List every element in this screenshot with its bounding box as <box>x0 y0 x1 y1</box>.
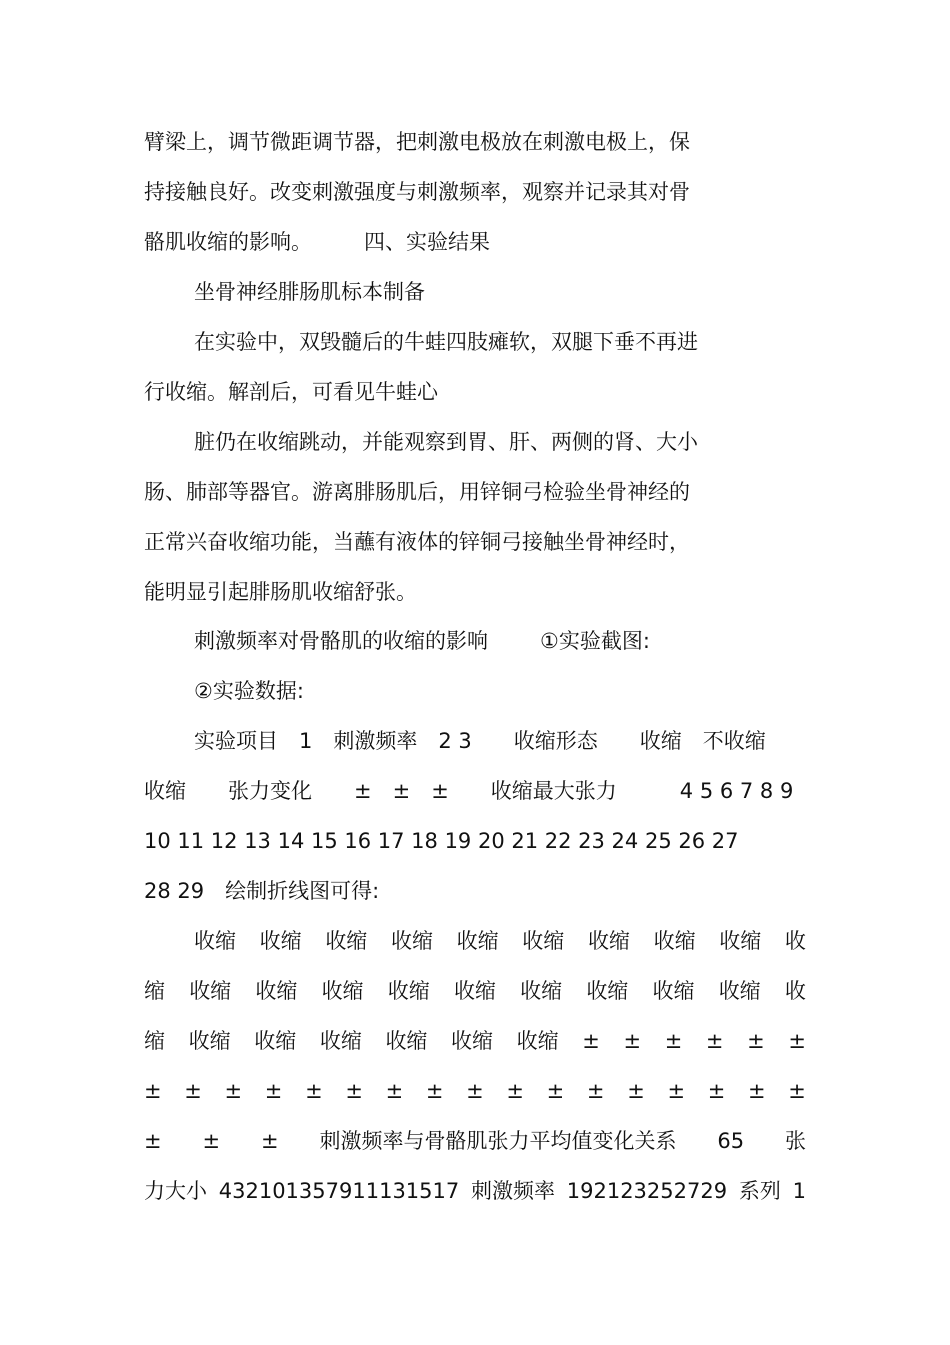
token: 192123252729 <box>566 1179 728 1203</box>
token: 收 <box>784 929 806 953</box>
token: 收缩 <box>453 979 496 1003</box>
token: ± <box>705 1029 724 1053</box>
token: 收缩 <box>259 929 302 953</box>
token: ± <box>144 1129 162 1153</box>
token: 收 <box>784 979 806 1003</box>
token: ± <box>582 1029 600 1053</box>
text-line <box>194 627 650 655</box>
token: 力大小 <box>144 1179 207 1203</box>
token: 收缩 <box>319 1029 362 1053</box>
token-row <box>144 1077 806 1105</box>
token: ± <box>664 1029 683 1053</box>
token-row <box>144 1027 806 1055</box>
token: 收缩 <box>653 929 696 953</box>
token: 张 <box>784 1129 806 1153</box>
text-line: 能明显引起腓肠肌收缩舒张。 <box>144 580 417 604</box>
token: 432101357911131517 <box>218 1179 460 1203</box>
token: ± <box>546 1079 565 1103</box>
token: 收缩 <box>719 929 762 953</box>
token: 收缩 <box>188 1029 231 1053</box>
token: ± <box>466 1079 484 1103</box>
token: 收缩 <box>718 979 761 1003</box>
token: ± <box>264 1079 283 1103</box>
section-heading: 四、实验结果 <box>364 230 490 254</box>
token-row <box>144 1177 806 1205</box>
token: ± <box>144 1079 162 1103</box>
text-line: 10 11 12 13 14 15 16 17 18 19 20 21 22 23 24 25 26 27 <box>144 829 739 853</box>
token: ± <box>627 1079 645 1103</box>
token: 65 <box>717 1129 745 1153</box>
token: 收缩 <box>325 929 368 953</box>
token: 1 <box>792 1179 806 1203</box>
text-line: 肠、肺部等器官。游离腓肠肌后，用锌铜弓检验坐骨神经的 <box>144 480 690 504</box>
token: ± <box>788 1079 806 1103</box>
token: 收缩 <box>516 1029 559 1053</box>
text-line: 实验项目 1 刺激频率 2 3 收缩形态 收缩 不收缩 <box>194 729 766 753</box>
subheading: 刺激频率对骨骼肌的收缩的影响 <box>194 629 488 653</box>
token: ± <box>260 1129 279 1153</box>
token: ± <box>305 1079 323 1103</box>
text-line: 28 29 绘制折线图可得: <box>144 879 380 903</box>
token: 收缩 <box>255 979 298 1003</box>
text-line: ②实验数据: <box>194 679 304 703</box>
subheading: 坐骨神经腓肠肌标本制备 <box>194 280 425 304</box>
token: 收缩 <box>587 929 630 953</box>
token: 收缩 <box>520 979 563 1003</box>
text-fragment: 骼肌收缩的影响。 <box>144 230 312 254</box>
token: ± <box>425 1079 444 1103</box>
token: ± <box>747 1079 766 1103</box>
token: 收缩 <box>451 1029 494 1053</box>
text-line <box>144 228 490 256</box>
token: 收缩 <box>385 1029 428 1053</box>
token: ± <box>623 1029 642 1053</box>
token: ± <box>707 1079 726 1103</box>
token: ± <box>788 1029 806 1053</box>
token: 收缩 <box>321 979 364 1003</box>
token: ± <box>202 1129 221 1153</box>
token: 刺激频率与骨骼肌张力平均值变化关系 <box>319 1129 677 1153</box>
token: ± <box>586 1079 605 1103</box>
token-row <box>144 977 806 1005</box>
token: ± <box>667 1079 686 1103</box>
token: ± <box>224 1079 243 1103</box>
token: 收缩 <box>456 929 499 953</box>
text-line: 持接触良好。改变刺激强度与刺激频率，观察并记录其对骨 <box>144 180 690 204</box>
token: 收缩 <box>189 979 232 1003</box>
token: 收缩 <box>522 929 565 953</box>
text-fragment: ①实验截图: <box>540 629 650 653</box>
token-row <box>194 927 806 955</box>
token: ± <box>184 1079 202 1103</box>
token: ± <box>385 1079 404 1103</box>
token: 缩 <box>144 979 165 1003</box>
token: 收缩 <box>194 929 236 953</box>
text-line: 行收缩。解剖后，可看见牛蛙心 <box>144 380 438 404</box>
token: ± <box>345 1079 363 1103</box>
text-line: 臂梁上，调节微距调节器，把刺激电极放在刺激电极上，保 <box>144 130 690 154</box>
token: 收缩 <box>390 929 433 953</box>
token: ± <box>747 1029 765 1053</box>
token: 收缩 <box>586 979 629 1003</box>
token: ± <box>506 1079 524 1103</box>
token-row <box>144 1127 806 1155</box>
token: 系列 <box>738 1179 781 1203</box>
token: 收缩 <box>652 979 695 1003</box>
text-line: 在实验中，双毁髓后的牛蛙四肢瘫软，双腿下垂不再进 <box>194 330 698 354</box>
text-line: 正常兴奋收缩功能，当蘸有液体的锌铜弓接触坐骨神经时， <box>144 530 690 554</box>
text-line: 收缩 张力变化 ± ± ± 收缩最大张力 4 5 6 7 8 9 <box>144 779 794 803</box>
token: 缩 <box>144 1029 165 1053</box>
token: 收缩 <box>387 979 430 1003</box>
text-line: 脏仍在收缩跳动，并能观察到胃、肝、两侧的肾、大小 <box>194 430 698 454</box>
token: 刺激频率 <box>471 1179 555 1203</box>
token: 收缩 <box>254 1029 297 1053</box>
